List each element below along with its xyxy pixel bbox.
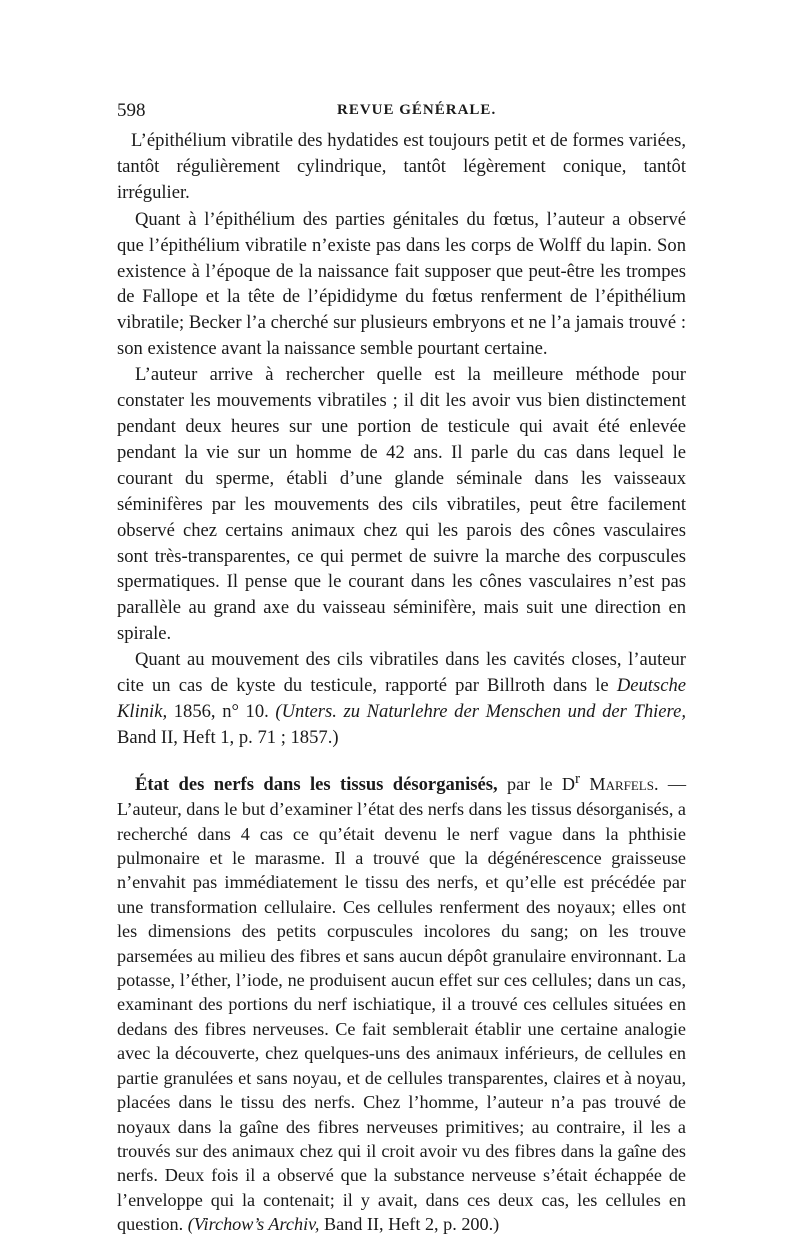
citation-detail: Band II, Heft 2, p. 200.) xyxy=(323,1214,500,1235)
body-text xyxy=(117,128,686,1237)
running-head xyxy=(117,100,687,124)
source-citation: (Virchow’s Archiv, xyxy=(187,1214,320,1235)
citation-detail: 1856, n° 10. xyxy=(173,700,269,722)
running-title: REVUE GÉNÉRALE. xyxy=(337,102,497,118)
byline-text: par le xyxy=(506,773,553,794)
author-title: D xyxy=(561,773,576,794)
paragraph-method: L’auteur arrive à rechercher quelle est la meilleure méthode pour constater les mouvements vibratiles ; il dit les avoir vus bien distinctement pendant deux heures sur une portion de testicule qui avait été enlevée pendant la vie sur un homme de 42 ans. Il parle du cas dans lequel le courant du sperme, établi d’une glande séminale dans les vaisseaux séminifères par les mouvements des cils vibratiles, peut être facilement observé chez certains animaux chez qui les parois des cônes vasculaires sont très-transparentes, ce qui permet de suivre la marche des corpuscules spermatiques. Il pense que le courant dans les cônes vasculaires n’est pas parallèle au grand axe du vaisseau séminifère, mais suit une direction en spirale. xyxy=(117,364,686,645)
paragraph-fetal-epithelium: Quant à l’épithélium des parties génitales du fœtus, l’auteur a observé que l’épithélium vibratile n’existe pas dans les corps de Wolff du lapin. Son existence à l’époque de la naissance fait supposer que peut-être les trompes de Fallope et la tête de l’épididyme du fœtus renferment de l’épithélium vibratile; Becker l’a cherché sur plusieurs embryons et ne l’a jamais trouvé : son existence avant la naissance semble pourtant certaine. xyxy=(117,208,686,360)
paragraph-nerves xyxy=(117,767,686,1237)
source-citation: Deutsche Klinik, xyxy=(117,675,686,722)
author-name: Marfels. xyxy=(589,773,659,794)
paragraph-closed-cavities xyxy=(117,647,686,751)
paragraph-text: Quant au mouvement des cils vibratiles dans les cavités closes, l’auteur cite un cas de kyste du testicule, rapporté par Billroth dans le xyxy=(117,649,686,697)
section-heading: État des nerfs dans les tissus désorganisés, xyxy=(135,773,498,795)
paragraph-hydatides: L’épithélium vibratile des hydatides est toujours petit et de formes variées, tantôt régulièrement cylindrique, tantôt légèrement conique, tantôt irrégulier. xyxy=(117,130,686,203)
citation-detail: Band II, Heft 1, p. 71 ; 1857.) xyxy=(117,726,339,748)
source-citation: (Unters. zu Naturlehre der Menschen und der Thiere, xyxy=(275,700,687,722)
author-title-sup: r xyxy=(575,769,581,787)
page-number: 598 xyxy=(117,100,146,121)
paragraph-text: — L’auteur, dans le but d’examiner l’état des nerfs dans les tissus désorganisés, a recherché dans 4 cas ce qu’était devenu le nerf vague dans la phthisie pulmonaire et le marasme. Il a trouvé que la dégénérescence graisseuse n’envahit pas immédiatement le tissu des nerfs, et qu’elle est précédée par une transformation cellulaire. Ces cellules renferment des noyaux; elles ont les dimensions des petits corpuscules incolores du sang; on les trouve parsemées au milieu des fibres et sans aucun dépôt granulaire environnant. La potasse, l’éther, l’iode, ne produisent aucun effet sur ces cellules; dans un cas, examinant des portions du nerf ischiatique, il a trouvé ces cellules situées en dedans des fibres nerveuses. Ce fait semblerait établir une certaine analogie avec la découverte, chez quelques-uns des animaux inférieurs, de cellules en partie granulées et sans noyau, et de cellules transparentes, claires et à noyau, placées dans le tissu des nerfs. Chez l’homme, l’auteur n’a pas trouvé de noyaux dans la gaîne des fibres nerveuses primitives; au contraire, il les a trouvés sur des animaux chez qui il croit avoir vu des fibres dans la gaîne des nerfs. Deux fois il a observé que la substance nerveuse s’était échappée de l’enveloppe qui la contenait; il y avait, dans ces deux cas, les cellules en question. xyxy=(117,773,687,1235)
